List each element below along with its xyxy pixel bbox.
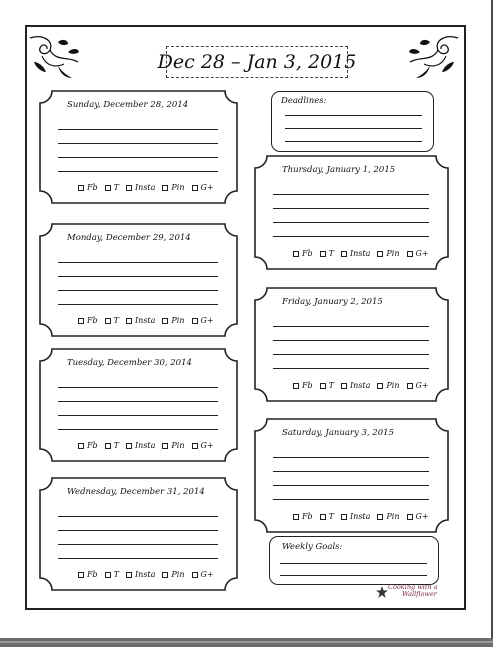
checkbox-label: T <box>113 316 120 325</box>
checkbox-label: Insta <box>350 381 371 390</box>
checkbox-fb[interactable] <box>293 249 313 258</box>
checkbox-square-icon[interactable] <box>162 185 168 191</box>
writing-line <box>273 457 429 458</box>
checkbox-label: Pin <box>171 570 185 579</box>
writing-line <box>273 326 429 327</box>
checkbox-label: T <box>328 381 335 390</box>
checkbox-square-icon[interactable] <box>105 318 111 324</box>
checkbox-square-icon[interactable] <box>377 383 383 389</box>
checkbox-label: Fb <box>302 381 313 390</box>
checkbox-pin[interactable] <box>162 183 184 192</box>
writing-line <box>58 157 218 158</box>
day-label: Monday, December 29, 2014 <box>67 233 191 243</box>
checkbox-insta[interactable] <box>341 381 370 390</box>
day-label: Wednesday, December 31, 2014 <box>67 487 205 497</box>
checkbox-pin[interactable] <box>377 249 399 258</box>
checkbox-label: T <box>113 183 120 192</box>
social-checklist <box>78 570 221 579</box>
checkbox-gplus[interactable] <box>192 316 214 325</box>
week-title: Dec 28 – Jan 3, 2015 <box>166 46 348 78</box>
checkbox-label: Fb <box>87 316 98 325</box>
writing-line <box>273 222 429 223</box>
day-card-right-0 <box>255 156 448 269</box>
bottom-line <box>0 641 493 643</box>
checkbox-label: Insta <box>135 441 156 450</box>
checkbox-square-icon[interactable] <box>78 572 84 578</box>
checkbox-square-icon[interactable] <box>192 443 198 449</box>
checkbox-label: Pin <box>171 183 185 192</box>
checkbox-t[interactable] <box>320 249 334 258</box>
checkbox-gplus[interactable] <box>407 381 429 390</box>
social-checklist <box>293 512 436 521</box>
social-checklist <box>78 441 221 450</box>
writing-line <box>273 368 429 369</box>
writing-line <box>58 171 218 172</box>
checkbox-label: Fb <box>302 249 313 258</box>
checkbox-label: T <box>113 441 120 450</box>
checkbox-label: Insta <box>350 512 371 521</box>
social-checklist <box>293 249 436 258</box>
checkbox-insta[interactable] <box>126 570 155 579</box>
checkbox-square-icon[interactable] <box>407 383 413 389</box>
writing-line <box>58 415 218 416</box>
checkbox-square-icon[interactable] <box>341 514 347 520</box>
checkbox-t[interactable] <box>320 381 334 390</box>
checkbox-label: G+ <box>415 512 429 521</box>
checkbox-label: Pin <box>171 441 185 450</box>
writing-line <box>58 558 218 559</box>
watermark-line-2: Wallflower <box>402 590 437 598</box>
day-card-left-1 <box>40 224 237 336</box>
checkbox-square-icon[interactable] <box>162 572 168 578</box>
checkbox-insta[interactable] <box>126 441 155 450</box>
day-label: Saturday, January 3, 2015 <box>282 428 394 438</box>
checkbox-label: Insta <box>350 249 371 258</box>
writing-line <box>273 194 429 195</box>
checkbox-square-icon[interactable] <box>341 251 347 257</box>
checkbox-square-icon[interactable] <box>126 185 132 191</box>
writing-line <box>58 530 218 531</box>
checkbox-label: Insta <box>135 316 156 325</box>
checkbox-fb[interactable] <box>78 316 98 325</box>
checkbox-square-icon[interactable] <box>341 383 347 389</box>
social-checklist <box>78 183 221 192</box>
checkbox-square-icon[interactable] <box>78 185 84 191</box>
writing-line <box>273 236 429 237</box>
day-card-left-2 <box>40 349 237 461</box>
weekly-goals-line <box>280 575 427 576</box>
writing-line <box>58 544 218 545</box>
writing-line <box>273 354 429 355</box>
watermark <box>388 584 438 598</box>
watermark-line-1: Cooking with a <box>388 583 438 591</box>
weekly-goals-label: Weekly Goals: <box>282 542 343 552</box>
checkbox-label: G+ <box>415 249 429 258</box>
checkbox-square-icon[interactable] <box>407 514 413 520</box>
checkbox-label: T <box>328 512 335 521</box>
day-card-right-2 <box>255 419 448 532</box>
checkbox-insta[interactable] <box>341 512 370 521</box>
writing-line <box>58 262 218 263</box>
checkbox-label: Fb <box>87 183 98 192</box>
checkbox-square-icon[interactable] <box>162 443 168 449</box>
deadlines-line <box>285 128 422 129</box>
checkbox-gplus[interactable] <box>192 441 214 450</box>
deadlines-line <box>285 141 422 142</box>
checkbox-label: G+ <box>200 316 214 325</box>
writing-line <box>273 471 429 472</box>
checkbox-square-icon[interactable] <box>293 251 299 257</box>
checkbox-t[interactable] <box>105 316 119 325</box>
checkbox-square-icon[interactable] <box>192 185 198 191</box>
checkbox-gplus[interactable] <box>192 570 214 579</box>
writing-line <box>58 143 218 144</box>
writing-line <box>58 304 218 305</box>
checkbox-square-icon[interactable] <box>377 514 383 520</box>
weekly-goals-line <box>280 563 427 564</box>
checkbox-square-icon[interactable] <box>377 251 383 257</box>
checkbox-label: G+ <box>200 441 214 450</box>
checkbox-label: Fb <box>302 512 313 521</box>
checkbox-pin[interactable] <box>162 570 184 579</box>
day-card-left-0 <box>40 91 237 203</box>
day-label: Friday, January 2, 2015 <box>282 297 383 307</box>
checkbox-insta[interactable] <box>126 183 155 192</box>
checkbox-square-icon[interactable] <box>192 318 198 324</box>
checkbox-square-icon[interactable] <box>407 251 413 257</box>
checkbox-insta[interactable] <box>126 316 155 325</box>
checkbox-insta[interactable] <box>341 249 370 258</box>
social-checklist <box>293 381 436 390</box>
checkbox-square-icon[interactable] <box>126 572 132 578</box>
checkbox-t[interactable] <box>105 441 119 450</box>
checkbox-label: Pin <box>386 381 400 390</box>
checkbox-gplus[interactable] <box>192 183 214 192</box>
checkbox-pin[interactable] <box>162 441 184 450</box>
checkbox-square-icon[interactable] <box>320 251 326 257</box>
writing-line <box>58 516 218 517</box>
checkbox-label: Insta <box>135 183 156 192</box>
flourish-left-icon <box>28 32 80 80</box>
checkbox-t[interactable] <box>320 512 334 521</box>
checkbox-label: Insta <box>135 570 156 579</box>
writing-line <box>58 129 218 130</box>
day-label: Tuesday, December 30, 2014 <box>67 358 192 368</box>
checkbox-t[interactable] <box>105 183 119 192</box>
checkbox-gplus[interactable] <box>407 249 429 258</box>
checkbox-gplus[interactable] <box>407 512 429 521</box>
checkbox-label: G+ <box>415 381 429 390</box>
checkbox-fb[interactable] <box>293 512 313 521</box>
star-logo-icon <box>376 586 388 598</box>
day-label: Thursday, January 1, 2015 <box>282 165 396 175</box>
checkbox-square-icon[interactable] <box>320 514 326 520</box>
deadlines-label: Deadlines: <box>281 96 327 106</box>
checkbox-label: T <box>113 570 120 579</box>
checkbox-square-icon[interactable] <box>78 318 84 324</box>
writing-line <box>58 290 218 291</box>
writing-line <box>58 429 218 430</box>
checkbox-label: Pin <box>171 316 185 325</box>
writing-line <box>273 208 429 209</box>
checkbox-pin[interactable] <box>377 381 399 390</box>
social-checklist <box>78 316 221 325</box>
checkbox-square-icon[interactable] <box>162 318 168 324</box>
day-card-left-3 <box>40 478 237 590</box>
checkbox-t[interactable] <box>105 570 119 579</box>
checkbox-label: G+ <box>200 183 214 192</box>
checkbox-fb[interactable] <box>78 441 98 450</box>
checkbox-square-icon[interactable] <box>126 318 132 324</box>
writing-line <box>58 387 218 388</box>
writing-line <box>58 401 218 402</box>
checkbox-square-icon[interactable] <box>105 572 111 578</box>
checkbox-fb[interactable] <box>78 183 98 192</box>
checkbox-square-icon[interactable] <box>105 185 111 191</box>
checkbox-square-icon[interactable] <box>320 383 326 389</box>
day-card-right-1 <box>255 288 448 401</box>
checkbox-label: Pin <box>386 512 400 521</box>
checkbox-label: G+ <box>200 570 214 579</box>
checkbox-square-icon[interactable] <box>78 443 84 449</box>
checkbox-pin[interactable] <box>162 316 184 325</box>
checkbox-square-icon[interactable] <box>126 443 132 449</box>
checkbox-label: Pin <box>386 249 400 258</box>
checkbox-label: Fb <box>87 570 98 579</box>
checkbox-square-icon[interactable] <box>293 383 299 389</box>
flourish-right-icon <box>408 32 460 80</box>
day-label: Sunday, December 28, 2014 <box>67 100 189 110</box>
checkbox-pin[interactable] <box>377 512 399 521</box>
checkbox-square-icon[interactable] <box>105 443 111 449</box>
writing-line <box>58 276 218 277</box>
checkbox-fb[interactable] <box>293 381 313 390</box>
writing-line <box>273 499 429 500</box>
writing-line <box>273 485 429 486</box>
deadlines-line <box>285 115 422 116</box>
checkbox-fb[interactable] <box>78 570 98 579</box>
checkbox-square-icon[interactable] <box>293 514 299 520</box>
checkbox-label: T <box>328 249 335 258</box>
checkbox-square-icon[interactable] <box>192 572 198 578</box>
writing-line <box>273 340 429 341</box>
checkbox-label: Fb <box>87 441 98 450</box>
